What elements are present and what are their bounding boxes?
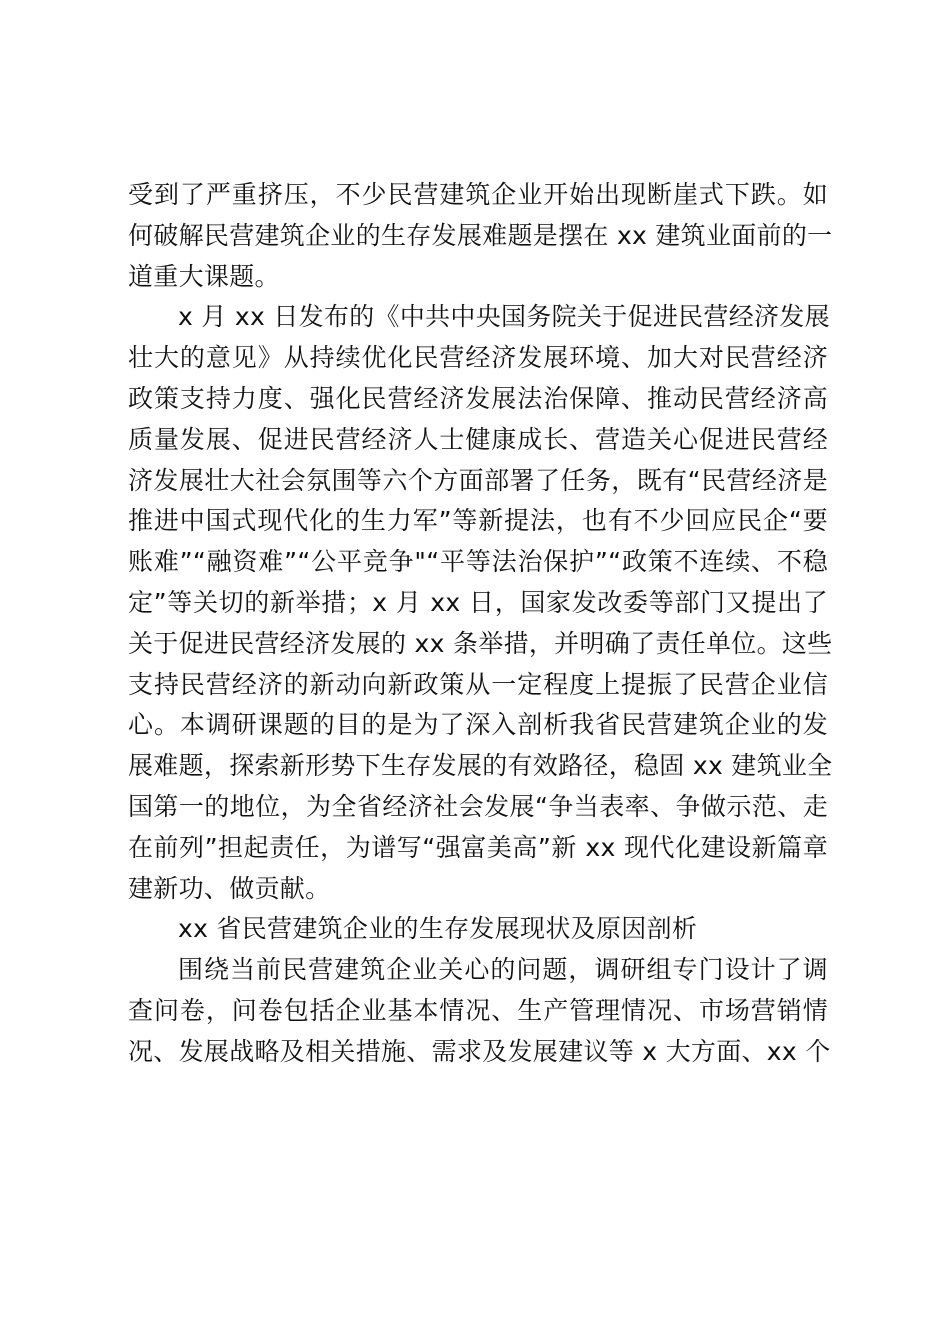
text-line: 壮大的意见》从持续优化民营经济发展环境、加大对民营经济 bbox=[128, 343, 828, 373]
text-line: 政策支持力度、强化民营经济发展法治保障、推动民营经济高 bbox=[128, 383, 828, 413]
text-line: 建新功、做贡献。 bbox=[128, 873, 331, 903]
text-line: 围绕当前民营建筑企业关心的问题，调研组专门设计了调 bbox=[178, 955, 828, 985]
text-line: 支持民营经济的新动向新政策从一定程度上提振了民营企业信 bbox=[128, 669, 828, 699]
text-line: 在前列”担起责任，为谱写“强富美高”新 xx 现代化建设新篇章 bbox=[128, 832, 828, 862]
text-line: 推进中国式现代化的生力军”等新提法，也有不少回应民企“要 bbox=[128, 506, 828, 536]
text-line: 质量发展、促进民营经济人士健康成长、营造关心促进民营经 bbox=[128, 424, 828, 454]
section-heading: xx 省民营建筑企业的生存发展现状及原因剖析 bbox=[178, 914, 698, 944]
text-line: 国第一的地位，为全省经济社会发展“争当表率、争做示范、走 bbox=[128, 791, 828, 821]
text-line: 账难”“融资难”“公平竞争"“平等法治保护”“政策不连续、不稳 bbox=[128, 547, 828, 577]
text-line: 道重大课题。 bbox=[128, 261, 280, 291]
text-line: 况、发展战略及相关措施、需求及发展建议等 x 大方面、xx 个 bbox=[128, 1036, 831, 1066]
text-line: 济发展壮大社会氛围等六个方面部署了任务，既有“民营经济是 bbox=[128, 465, 828, 495]
text-line: x 月 xx 日发布的《中共中央国务院关于促进民营经济发展 bbox=[178, 302, 830, 332]
text-line: 心。本调研课题的目的是为了深入剖析我省民营建筑企业的发 bbox=[128, 710, 828, 740]
document-body bbox=[128, 175, 833, 1073]
text-line: 定”等关切的新举措；x 月 xx 日，国家发改委等部门又提出了 bbox=[128, 587, 828, 617]
text-line: 查问卷，问卷包括企业基本情况、生产管理情况、市场营销情 bbox=[128, 995, 828, 1025]
text-line: 展难题，探索新形势下生存发展的有效路径，稳固 xx 建筑业全 bbox=[128, 751, 833, 781]
text-line: 关于促进民营经济发展的 xx 条举措，并明确了责任单位。这些 bbox=[128, 628, 833, 658]
text-line: 何破解民营建筑企业的生存发展难题是摆在 xx 建筑业面前的一 bbox=[128, 220, 833, 250]
text-line: 受到了严重挤压，不少民营建筑企业开始出现断崖式下跌。如 bbox=[128, 180, 828, 209]
